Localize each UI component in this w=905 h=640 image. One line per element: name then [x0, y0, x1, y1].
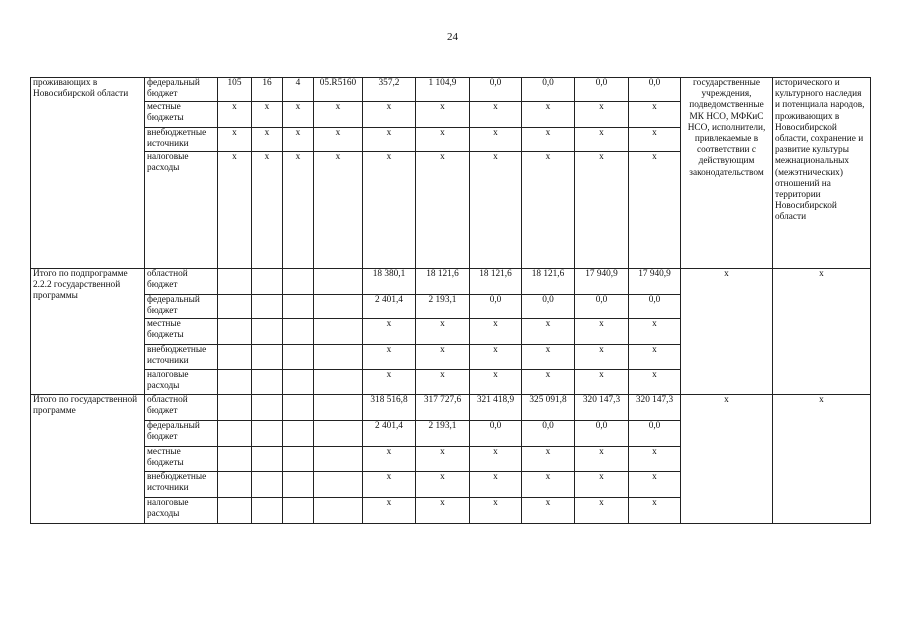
budget-code-cell [314, 370, 363, 395]
budget-code-cell [314, 447, 363, 472]
budget-code-cell [283, 421, 314, 447]
budget-code-cell: x [252, 128, 283, 152]
budget-code-cell [314, 269, 363, 295]
budget-code-cell [314, 498, 363, 524]
amount-cell: x [575, 345, 629, 370]
amount-cell: x [470, 472, 522, 498]
budget-code-cell: x [314, 102, 363, 128]
amount-cell: x [575, 152, 629, 269]
budget-code-cell [218, 498, 252, 524]
budget-code-cell [283, 370, 314, 395]
measure-name-cell: проживающих в Новосибирской области [31, 78, 145, 269]
amount-cell: x [629, 102, 681, 128]
amount-cell: x [629, 447, 681, 472]
amount-cell: x [470, 345, 522, 370]
amount-cell: 17 940,9 [629, 269, 681, 295]
funding-source-cell: налоговые расходы [145, 152, 218, 269]
budget-code-cell [283, 345, 314, 370]
amount-cell: 18 121,6 [470, 269, 522, 295]
amount-cell: x [363, 345, 416, 370]
page-number: 24 [447, 31, 458, 43]
amount-cell: 318 516,8 [363, 395, 416, 421]
budget-code-cell [252, 345, 283, 370]
amount-cell: x [470, 102, 522, 128]
budget-code-cell: x [252, 102, 283, 128]
funding-source-cell: внебюджетные источники [145, 345, 218, 370]
funding-source-cell: областной бюджет [145, 269, 218, 295]
budget-code-cell [283, 472, 314, 498]
budget-code-cell: 16 [252, 78, 283, 102]
funding-source-cell: федеральный бюджет [145, 295, 218, 319]
budget-code-cell: 4 [283, 78, 314, 102]
amount-cell: 2 193,1 [416, 421, 470, 447]
funding-source-cell: внебюджетные источники [145, 128, 218, 152]
amount-cell: x [416, 447, 470, 472]
budget-code-cell [252, 395, 283, 421]
amount-cell: 357,2 [363, 78, 416, 102]
budget-code-cell [252, 295, 283, 319]
budget-code-cell [218, 395, 252, 421]
amount-cell: x [363, 447, 416, 472]
budget-code-cell [218, 345, 252, 370]
amount-cell: x [575, 128, 629, 152]
amount-cell: x [416, 472, 470, 498]
executors-cell: x [681, 395, 773, 524]
amount-cell: x [470, 370, 522, 395]
amount-cell: x [363, 128, 416, 152]
budget-code-cell [252, 472, 283, 498]
amount-cell: 18 121,6 [416, 269, 470, 295]
budget-code-cell [314, 295, 363, 319]
amount-cell: 2 401,4 [363, 421, 416, 447]
budget-code-cell [314, 319, 363, 345]
budget-code-cell [218, 421, 252, 447]
amount-cell: x [363, 472, 416, 498]
amount-cell: x [522, 345, 575, 370]
amount-cell: x [470, 152, 522, 269]
amount-cell: 2 193,1 [416, 295, 470, 319]
amount-cell: x [416, 370, 470, 395]
amount-cell: x [629, 472, 681, 498]
budget-code-cell [218, 295, 252, 319]
amount-cell: 0,0 [522, 421, 575, 447]
amount-cell: 0,0 [629, 78, 681, 102]
funding-source-cell: федеральный бюджет [145, 421, 218, 447]
budget-code-cell: x [283, 128, 314, 152]
amount-cell: x [629, 152, 681, 269]
amount-cell: 0,0 [470, 421, 522, 447]
amount-cell: 18 121,6 [522, 269, 575, 295]
budget-code-cell [314, 345, 363, 370]
amount-cell: x [522, 152, 575, 269]
amount-cell: x [575, 498, 629, 524]
amount-cell: x [416, 319, 470, 345]
budget-code-cell [218, 370, 252, 395]
amount-cell: x [416, 498, 470, 524]
amount-cell: 0,0 [629, 421, 681, 447]
budget-code-cell: x [218, 128, 252, 152]
executors-cell: государственные учреждения, подведомственные МК НСО, МФКиС НСО, исполнители, привлекаемые в соответствии с действующим законодательством [681, 78, 773, 269]
budget-code-cell [283, 269, 314, 295]
amount-cell: x [363, 152, 416, 269]
budget-code-cell [283, 319, 314, 345]
amount-cell: x [363, 498, 416, 524]
amount-cell: 320 147,3 [629, 395, 681, 421]
budget-code-cell [252, 421, 283, 447]
amount-cell: 320 147,3 [575, 395, 629, 421]
amount-cell: 0,0 [470, 78, 522, 102]
table-row [31, 78, 871, 102]
measure-name-cell: Итого по подпрограмме 2.2.2 государственной программы [31, 269, 145, 395]
funding-source-cell: налоговые расходы [145, 370, 218, 395]
amount-cell: 325 091,8 [522, 395, 575, 421]
budget-code-cell [218, 447, 252, 472]
amount-cell: x [416, 152, 470, 269]
budget-code-cell [218, 472, 252, 498]
amount-cell: x [522, 498, 575, 524]
budget-code-cell: 105 [218, 78, 252, 102]
funding-source-cell: федеральный бюджет [145, 78, 218, 102]
amount-cell: 0,0 [629, 295, 681, 319]
budget-code-cell [314, 395, 363, 421]
budget-code-cell [252, 370, 283, 395]
amount-cell: x [575, 447, 629, 472]
budget-code-cell: x [314, 152, 363, 269]
budget-code-cell [252, 447, 283, 472]
amount-cell: 0,0 [575, 78, 629, 102]
amount-cell: x [575, 472, 629, 498]
amount-cell: 0,0 [522, 78, 575, 102]
amount-cell: 2 401,4 [363, 295, 416, 319]
amount-cell: 0,0 [470, 295, 522, 319]
funding-source-cell: местные бюджеты [145, 319, 218, 345]
budget-code-cell [252, 319, 283, 345]
funding-source-cell: местные бюджеты [145, 102, 218, 128]
budget-code-cell: x [283, 102, 314, 128]
amount-cell: x [522, 319, 575, 345]
budget-code-cell: x [218, 102, 252, 128]
amount-cell: 321 418,9 [470, 395, 522, 421]
amount-cell: x [629, 370, 681, 395]
amount-cell: 18 380,1 [363, 269, 416, 295]
budget-code-cell: x [314, 128, 363, 152]
amount-cell: x [522, 128, 575, 152]
funding-source-cell: внебюджетные источники [145, 472, 218, 498]
budget-code-cell: x [252, 152, 283, 269]
amount-cell: 1 104,9 [416, 78, 470, 102]
budget-code-cell [283, 447, 314, 472]
amount-cell: x [522, 447, 575, 472]
amount-cell: x [575, 102, 629, 128]
amount-cell: x [522, 472, 575, 498]
amount-cell: x [416, 345, 470, 370]
amount-cell: x [629, 128, 681, 152]
budget-code-cell [252, 269, 283, 295]
amount-cell: x [363, 319, 416, 345]
amount-cell: 17 940,9 [575, 269, 629, 295]
budget-code-cell [283, 395, 314, 421]
budget-table [30, 77, 871, 524]
expected-result-cell: x [773, 269, 871, 395]
amount-cell: x [522, 102, 575, 128]
budget-code-cell: 05.R5160 [314, 78, 363, 102]
amount-cell: x [470, 447, 522, 472]
funding-source-cell: налоговые расходы [145, 498, 218, 524]
amount-cell: x [470, 319, 522, 345]
executors-cell: x [681, 269, 773, 395]
funding-source-cell: местные бюджеты [145, 447, 218, 472]
budget-code-cell [252, 498, 283, 524]
amount-cell: x [629, 345, 681, 370]
amount-cell: x [575, 319, 629, 345]
amount-cell: 0,0 [575, 421, 629, 447]
measure-name-cell: Итого по государственной программе [31, 395, 145, 524]
budget-code-cell [218, 319, 252, 345]
table-row [31, 269, 871, 295]
budget-code-cell: x [283, 152, 314, 269]
amount-cell: x [470, 128, 522, 152]
amount-cell: 0,0 [522, 295, 575, 319]
amount-cell: x [416, 128, 470, 152]
budget-code-cell [314, 472, 363, 498]
amount-cell: x [575, 370, 629, 395]
amount-cell: x [629, 498, 681, 524]
amount-cell: x [363, 102, 416, 128]
funding-source-cell: областной бюджет [145, 395, 218, 421]
amount-cell: x [470, 498, 522, 524]
amount-cell: 0,0 [575, 295, 629, 319]
budget-code-cell [283, 498, 314, 524]
budget-code-cell [283, 295, 314, 319]
amount-cell: x [416, 102, 470, 128]
budget-code-cell: x [218, 152, 252, 269]
expected-result-cell: исторического и культурного наследия и потенциала народов, проживающих в Новосибирской области, сохранение и развитие культуры межнациональных (межэтнических) отношений на территории Новосибирской области [773, 78, 871, 269]
amount-cell: x [363, 370, 416, 395]
amount-cell: 317 727,6 [416, 395, 470, 421]
budget-code-cell [314, 421, 363, 447]
expected-result-cell: x [773, 395, 871, 524]
table-row [31, 395, 871, 421]
budget-code-cell [218, 269, 252, 295]
amount-cell: x [522, 370, 575, 395]
amount-cell: x [629, 319, 681, 345]
